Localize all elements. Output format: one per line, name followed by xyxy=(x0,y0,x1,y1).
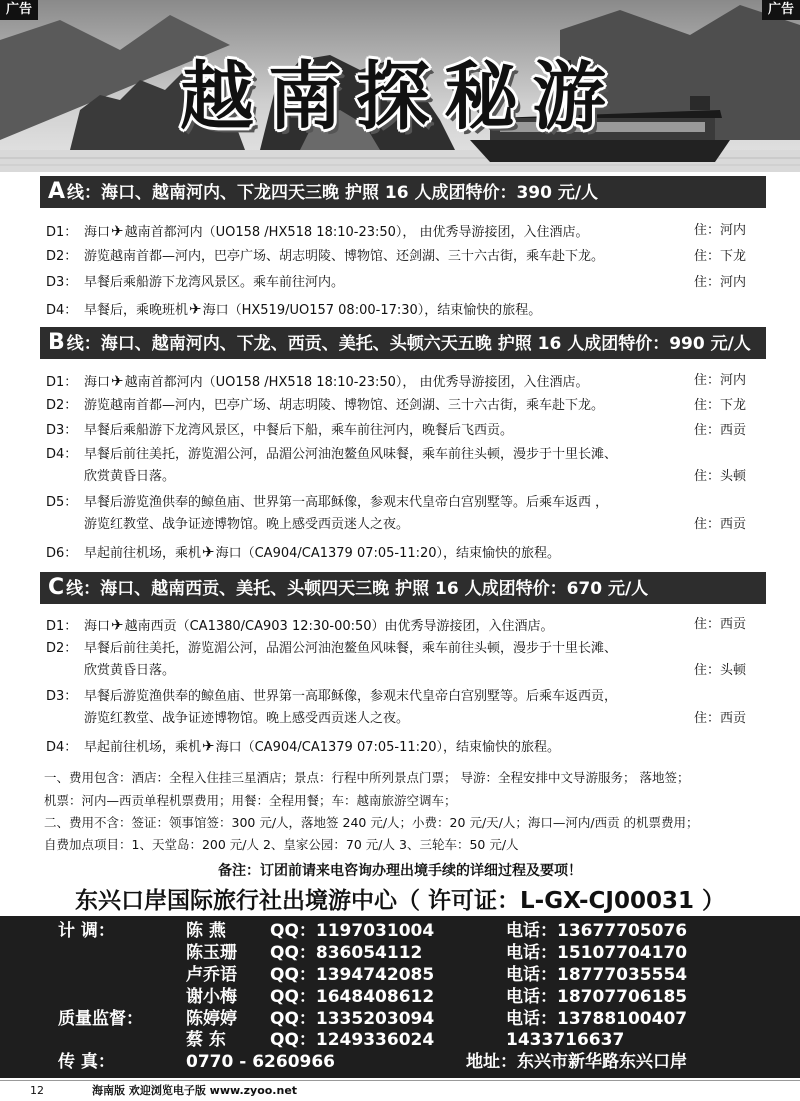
fee-line-4: 自费加点项目：1、天堂岛：200 元/人 2、皇家公园：70 元/人 3、三轮车：50 元/人 xyxy=(44,837,519,852)
route-b-day-2: D2： 游览越南首都—河内，巴亭广场、胡志明陵、博物馆、还剑湖、三十六古街，乘车赴下龙。 住：下龙 xyxy=(46,395,746,417)
plane-icon: ✈ xyxy=(202,543,215,561)
fax-row: 传 真： 0770 - 6260966 地址：东兴市新华路东兴口岸 xyxy=(58,1052,687,1072)
stay-location: 住：西贡 xyxy=(693,423,746,438)
route-b-day-5: D5： 早餐后游览渔供奉的鲸鱼庙、世界第一高耶稣像，参观末代皇帝白宫别墅等。后乘车返西 ， 游览红教堂、战争证迹博物馆。晚上感受西贡迷人之夜。 住：西贡 xyxy=(46,492,746,536)
stay-location: 住：头顿 xyxy=(693,663,746,678)
fee-line-1: 一、费用包含：酒店：全程入住挂三星酒店；景点：行程中所列景点门票； 导游：全程安排中文导游服务； 落地签； xyxy=(44,770,690,785)
route-b-header xyxy=(40,327,766,359)
route-b-day-3: D3： 早餐后乘船游下龙湾风景区，中餐后下船，乘车前往河内，晚餐后飞西贡。 住：西贡 xyxy=(46,420,746,442)
plane-icon: ✈ xyxy=(202,737,215,755)
route-c-day-3: D3： 早餐后游览渔供奉的鲸鱼庙、世界第一高耶稣像，参观末代皇帝白宫别墅等。后乘车返西贡， 游览红教堂、战争证迹博物馆。晚上感受西贡迷人之夜。 住：西贡 xyxy=(46,686,746,730)
contact-row: 谢小梅 QQ：1648408612 电话：18707706185 xyxy=(186,987,688,1007)
route-c-day-4: D4： 早起前往机场，乘机✈海口（CA904/CA1379 07:05-11:20），结束愉快的旅程。 xyxy=(46,737,561,755)
route-title: 线：海口、越南河内、下龙四天三晚 护照 16 人成团特价：390 元/人 xyxy=(67,183,599,203)
contact-block xyxy=(0,916,800,1078)
fee-line-2: 机票：河内—西贡单程机票费用；用餐：全程用餐；车：越南旅游空调车； xyxy=(44,793,457,808)
contact-row: 质量监督： 陈婷婷 QQ：1335203094 电话：13788100407 xyxy=(58,1009,688,1029)
route-a-header xyxy=(40,176,766,208)
route-letter: B xyxy=(48,330,65,355)
stay-location: 住：下龙 xyxy=(693,249,746,264)
stay-location: 住：河内 xyxy=(693,275,746,290)
contact-row: 卢乔语 QQ：1394742085 电话：18777035554 xyxy=(186,965,688,985)
stay-location: 住：西贡 xyxy=(693,517,746,532)
plane-icon: ✈ xyxy=(111,222,124,240)
route-c-header xyxy=(40,572,766,604)
ad-label-left: 广告 xyxy=(0,0,38,20)
page-footer xyxy=(0,1080,800,1101)
publication-info: 海南版 欢迎浏览电子版 www.zyoo.net xyxy=(92,1084,298,1097)
stay-location: 住：河内 xyxy=(693,373,746,388)
route-c-day-1: D1： 海口✈越南西贡（CA1380/CA903 12:30-00:50）由优秀导游接团，入住酒店。 住：西贡 xyxy=(46,616,746,634)
stay-location: 住：西贡 xyxy=(693,617,746,632)
route-letter: A xyxy=(48,179,66,204)
route-letter: C xyxy=(48,575,65,600)
plane-icon: ✈ xyxy=(189,300,202,318)
route-b-day-6: D6： 早起前往机场，乘机✈海口（CA904/CA1379 07:05-11:20），结束愉快的旅程。 xyxy=(46,543,561,561)
stay-location: 住：头顿 xyxy=(693,469,746,484)
company-name: 东兴口岸国际旅行社出境游中心（ 许可证：L-GX-CJ00031 ） xyxy=(75,888,725,914)
route-title: 线：海口、越南河内、下龙、西贡、美托、头顿六天五晚 护照 16 人成团特价：990 元/人 xyxy=(66,334,751,354)
route-a-day-4: D4： 早餐后，乘晚班机✈海口（HX519/UO157 08:00-17:30），结束愉快的旅程。 xyxy=(46,300,542,318)
route-b-day-4: D4： 早餐后前往美托，游览湄公河，品湄公河油泡鳌鱼风味餐，乘车前往头顿，漫步于十里长滩、 欣赏黄昏日落。 住：头顿 xyxy=(46,444,746,488)
stay-location: 住：下龙 xyxy=(693,398,746,413)
route-title: 线：海口、越南西贡、美托、头顿四天三晚 护照 16 人成团特价：670 元/人 xyxy=(66,579,649,599)
route-a-day-1: D1： 海口✈越南首都河内（UO158 /HX518 18:10-23:50）， 由优秀导游接团，入住酒店。 住：河内 xyxy=(46,222,746,240)
stay-location: 住：西贡 xyxy=(693,711,746,726)
page-number: 12 xyxy=(30,1084,44,1097)
route-a-day-2: D2： 游览越南首都—河内，巴亭广场、胡志明陵、博物馆、还剑湖、三十六古街，乘车赴下龙。 住：下龙 xyxy=(46,246,746,268)
plane-icon: ✈ xyxy=(111,372,124,390)
banner xyxy=(0,0,800,172)
route-c-day-2: D2： 早餐后前往美托，游览湄公河，品湄公河油泡鳌鱼风味餐，乘车前往头顿，漫步于十里长滩、 欣赏黄昏日落。 住：头顿 xyxy=(46,638,746,682)
plane-icon: ✈ xyxy=(111,616,124,634)
banner-title: 越南探秘游 xyxy=(180,54,620,140)
contact-row: 蔡 东 QQ：1249336024 1433716637 xyxy=(186,1030,625,1050)
fee-line-3: 二、费用不含：签证：领事馆签：300 元/人，落地签 240 元/人；小费：20 元/天/人；海口—河内/西贡 的机票费用； xyxy=(44,815,699,830)
stay-location: 住：河内 xyxy=(693,223,746,238)
route-a-day-3: D3： 早餐后乘船游下龙湾风景区。乘车前往河内。 住：河内 xyxy=(46,272,746,294)
booking-note: 备注：订团前请来电咨询办理出境手续的详细过程及要项！ xyxy=(218,863,582,879)
ad-label-right: 广告 xyxy=(762,0,800,20)
contact-row: 陈玉珊 QQ：836054112 电话：15107704170 xyxy=(186,943,688,963)
route-b-day-1: D1： 海口✈越南首都河内（UO158 /HX518 18:10-23:50）， 由优秀导游接团，入住酒店。 住：河内 xyxy=(46,372,746,390)
contact-row: 计 调： 陈 燕 QQ：1197031004 电话：13677705076 xyxy=(58,921,688,941)
